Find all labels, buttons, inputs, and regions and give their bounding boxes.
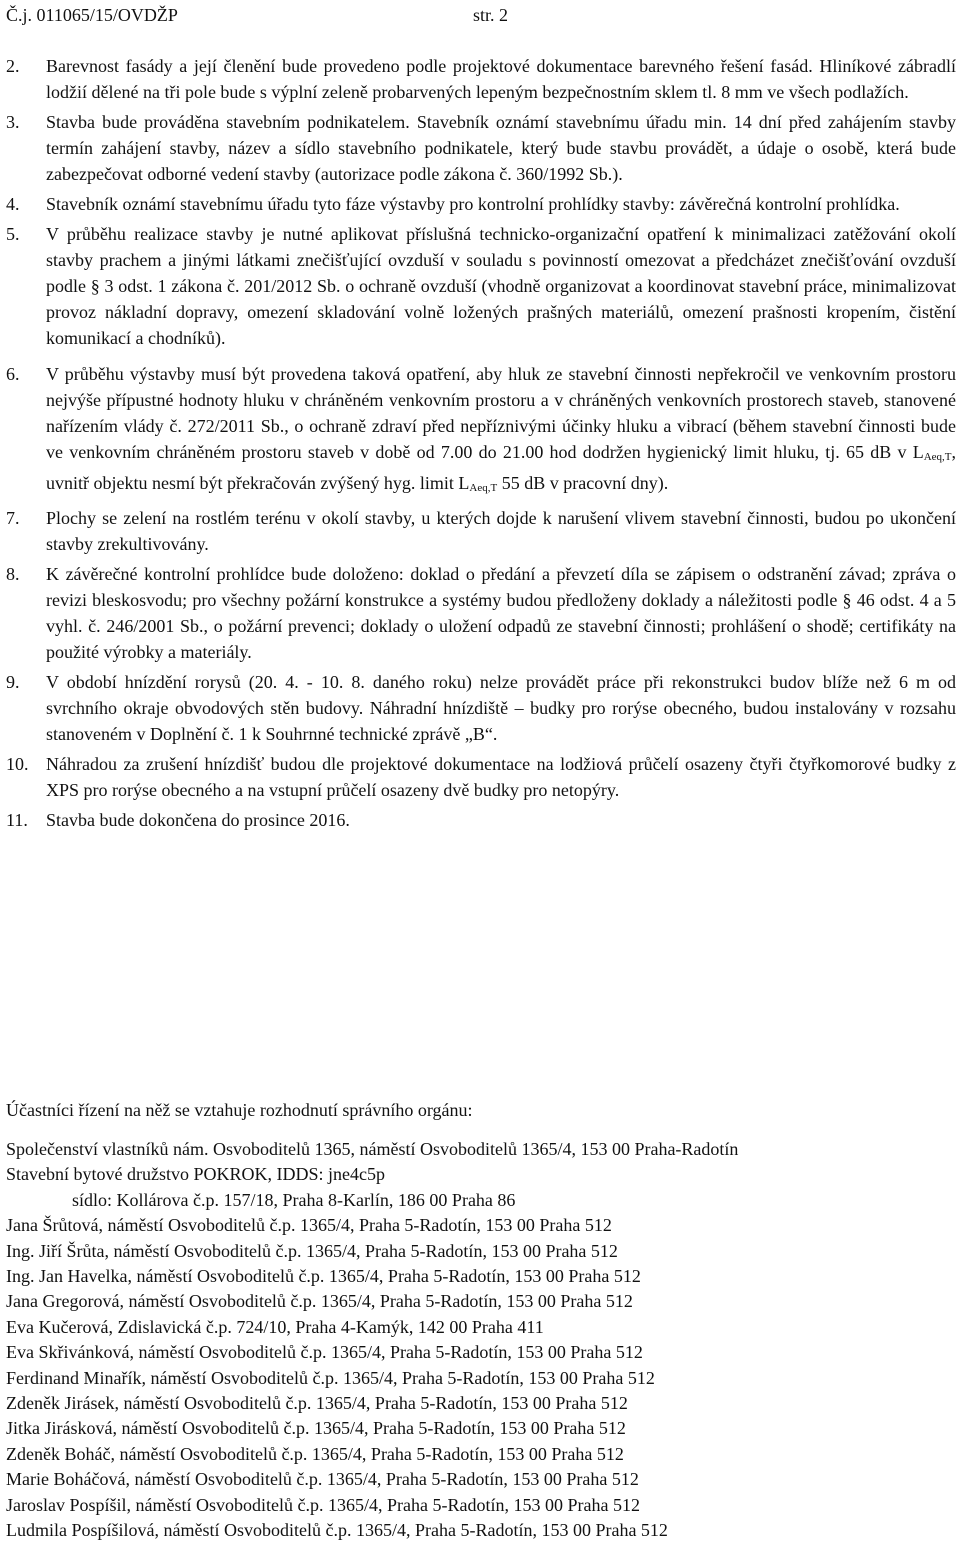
reference-number: Č.j. 011065/15/OVDŽP [6, 5, 178, 25]
item-text: Barevnost fasády a její členění bude provedeno podle projektové dokumentace barevného řešení fasád. Hliníkové zábradlí lodžií dělené na tři pole bude s výplní zeleně probarvených lepeným bezpečnostním sklem tl. 8 mm ve všech podlažích. [46, 56, 956, 102]
participant-line: Ing. Jiří Šrůta, náměstí Osvoboditelů č.p. 1365/4, Praha 5-Radotín, 153 00 Praha 512 [6, 1240, 618, 1261]
subscript: Aeq,T [923, 451, 952, 463]
item-text [46, 361, 956, 501]
item-text: V období hnízdění rorysů (20. 4. - 10. 8. daného roku) nelze provádět práce při rekonstrukci budov blíže než 6 m od svrchního okraje obvodových stěn budovy. Náhradní hnízdiště – budky pro rorýse obecného, budou instalovány v rozsahu stanoveném v Doplnění č. 1 k Souhrnné technické zprávě „B“. [46, 672, 956, 744]
participants-section [6, 1097, 956, 1544]
participant-line: Jana Gregorová, náměstí Osvoboditelů č.p. 1365/4, Praha 5-Radotín, 153 00 Praha 512 [6, 1291, 633, 1312]
item-text-part: 55 dB v pracovní dny). [497, 473, 669, 493]
participant-line: sídlo: Kollárova č.p. 157/18, Praha 8-Karlín, 186 00 Praha 86 [72, 1189, 516, 1210]
item-number: 8. [6, 564, 20, 584]
item-text-part: V průběhu výstavby musí být provedena taková opatření, aby hluk ze stavební činnosti nepřekročil ve venkovním prostoru nejvýše přípustné hodnoty hluku v chráněném venkovním prostoru a v chráněných venkovních prostorech staveb, stanovené nařízením vlády č. 272/2011 Sb., o ochraně zdraví před nepříznivými účinky hluku a vibrací (během stavební činnosti bude ve venkovním chráněném prostoru staveb v době od 7.00 do 21.00 hod dodržen hygienický limit hluku, tj. 65 dB v L [46, 364, 956, 462]
participant-line: Stavební bytové družstvo POKROK, IDDS: jne4c5p [6, 1164, 385, 1185]
item-number: 10. [6, 754, 29, 774]
participant-line: Jitka Jirásková, náměstí Osvoboditelů č.p. 1365/4, Praha 5-Radotín, 153 00 Praha 512 [6, 1418, 626, 1439]
participant-line: Společenství vlastníků nám. Osvoboditelů 1365, náměstí Osvoboditelů 1365/4, 153 00 Praha-Radotín [6, 1139, 739, 1159]
condition-item-2 [6, 53, 956, 105]
item-number: 5. [6, 224, 20, 244]
item-text: V průběhu realizace stavby je nutné aplikovat příslušná technicko-organizační opatření k minimalizaci zatěžování okolí stavby prachem a jinými látkami znečišťující ovzduší v souladu s povinností omezovat a předcházet znečišťování ovzduší podle § 3 odst. 1 zákona č. 201/2012 Sb. o ochraně ovzduší (vhodně organizovat a koordinovat stavební práce, minimalizovat provoz nákladní dopravy, omezení skladování volně ložených prašných materiálů, omezení prašnosti kropením, čistění komunikací a chodníků). [46, 224, 956, 348]
condition-item-4 [6, 191, 956, 217]
condition-item-5 [6, 221, 956, 351]
condition-item-8 [6, 561, 956, 665]
item-number: 9. [6, 672, 20, 692]
item-number: 3. [6, 112, 20, 132]
page-number: str. 2 [473, 5, 509, 25]
participants-title: Účastníci řízení na něž se vztahuje rozhodnutí správního orgánu: [6, 1100, 473, 1120]
participant-line: Ludmila Pospíšilová, náměstí Osvoboditelů č.p. 1365/4, Praha 5-Radotín, 153 00 Praha 512 [6, 1520, 668, 1541]
condition-item-9 [6, 669, 956, 747]
item-number: 2. [6, 56, 20, 76]
condition-item-10 [6, 751, 956, 803]
condition-item-6 [6, 361, 956, 501]
participant-line: Ing. Jan Havelka, náměstí Osvoboditelů č.p. 1365/4, Praha 5-Radotín, 153 00 Praha 512 [6, 1266, 641, 1287]
participant-line: Eva Skřivánková, náměstí Osvoboditelů č.p. 1365/4, Praha 5-Radotín, 153 00 Praha 512 [6, 1342, 643, 1363]
item-number: 4. [6, 194, 20, 214]
item-number: 11. [6, 810, 28, 830]
item-text: K závěrečné kontrolní prohlídce bude doloženo: doklad o předání a převzetí díla se zápisem o odstranění závad; zpráva o revizi bleskosvodu; pro všechny požární konstrukce a systémy budou předloženy doklady a náležitosti podle § 46 odst. 4 a 5 vyhl. č. 246/2001 Sb., o požární prevenci; doklady o uložení odpadů ze stavební činnosti; prohlášení o shodě; certifikáty na použité výrobky a materiály. [46, 564, 956, 662]
participant-line: Eva Kučerová, Zdislavická č.p. 724/10, Praha 4-Kamýk, 142 00 Praha 411 [6, 1316, 544, 1337]
item-text: Stavba bude dokončena do prosince 2016. [46, 810, 350, 830]
item-text: Stavba bude prováděna stavebním podnikatelem. Stavebník oznámí stavebnímu úřadu min. 14 dní před zahájením stavby termín zahájení stavby, název a sídlo stavebního podnikatele, který bude stavbu provádět, a údaje o osobě, která bude zabezpečovat odborné vedení stavby (autorizace podle zákona č. 360/1992 Sb.). [46, 112, 956, 184]
participant-line: Jaroslav Pospíšil, náměstí Osvoboditelů č.p. 1365/4, Praha 5-Radotín, 153 00 Praha 512 [6, 1494, 640, 1515]
item-text: Stavebník oznámí stavebnímu úřadu tyto fáze výstavby pro kontrolní prohlídky stavby: závěrečná kontrolní prohlídka. [46, 194, 900, 214]
condition-item-11 [6, 807, 956, 833]
item-number: 6. [6, 364, 20, 384]
item-number: 7. [6, 508, 20, 528]
page-header [6, 2, 954, 28]
condition-item-7 [6, 505, 956, 557]
condition-item-3 [6, 109, 956, 187]
item-text: Plochy se zelení na rostlém terénu v okolí stavby, u kterých dojde k narušení vlivem stavební činnosti, budou po ukončení stavby zrekultivovány. [46, 508, 956, 554]
participants-list [6, 1137, 956, 1544]
item-text-part: , uvnitř objektu nesmí být překračován zvýšený hyg. limit L [46, 442, 956, 493]
conditions-list [6, 53, 956, 837]
participant-line: Marie Boháčová, náměstí Osvoboditelů č.p. 1365/4, Praha 5-Radotín, 153 00 Praha 512 [6, 1469, 639, 1490]
subscript: Aeq,T [469, 482, 498, 494]
participant-line: Jana Šrůtová, náměstí Osvoboditelů č.p. 1365/4, Praha 5-Radotín, 153 00 Praha 512 [6, 1215, 612, 1236]
participant-line: Zdeněk Boháč, náměstí Osvoboditelů č.p. 1365/4, Praha 5-Radotín, 153 00 Praha 512 [6, 1443, 624, 1464]
participant-line: Zdeněk Jirásek, náměstí Osvoboditelů č.p. 1365/4, Praha 5-Radotín, 153 00 Praha 512 [6, 1393, 628, 1414]
participant-line: Ferdinand Minařík, náměstí Osvoboditelů č.p. 1365/4, Praha 5-Radotín, 153 00 Praha 512 [6, 1367, 655, 1388]
item-text: Náhradou za zrušení hnízdišť budou dle projektové dokumentace na lodžiová průčelí osazeny čtyři čtyřkomorové budky z XPS pro rorýse obecného a na vstupní průčelí osazeny dvě budky pro netopýry. [46, 754, 956, 800]
